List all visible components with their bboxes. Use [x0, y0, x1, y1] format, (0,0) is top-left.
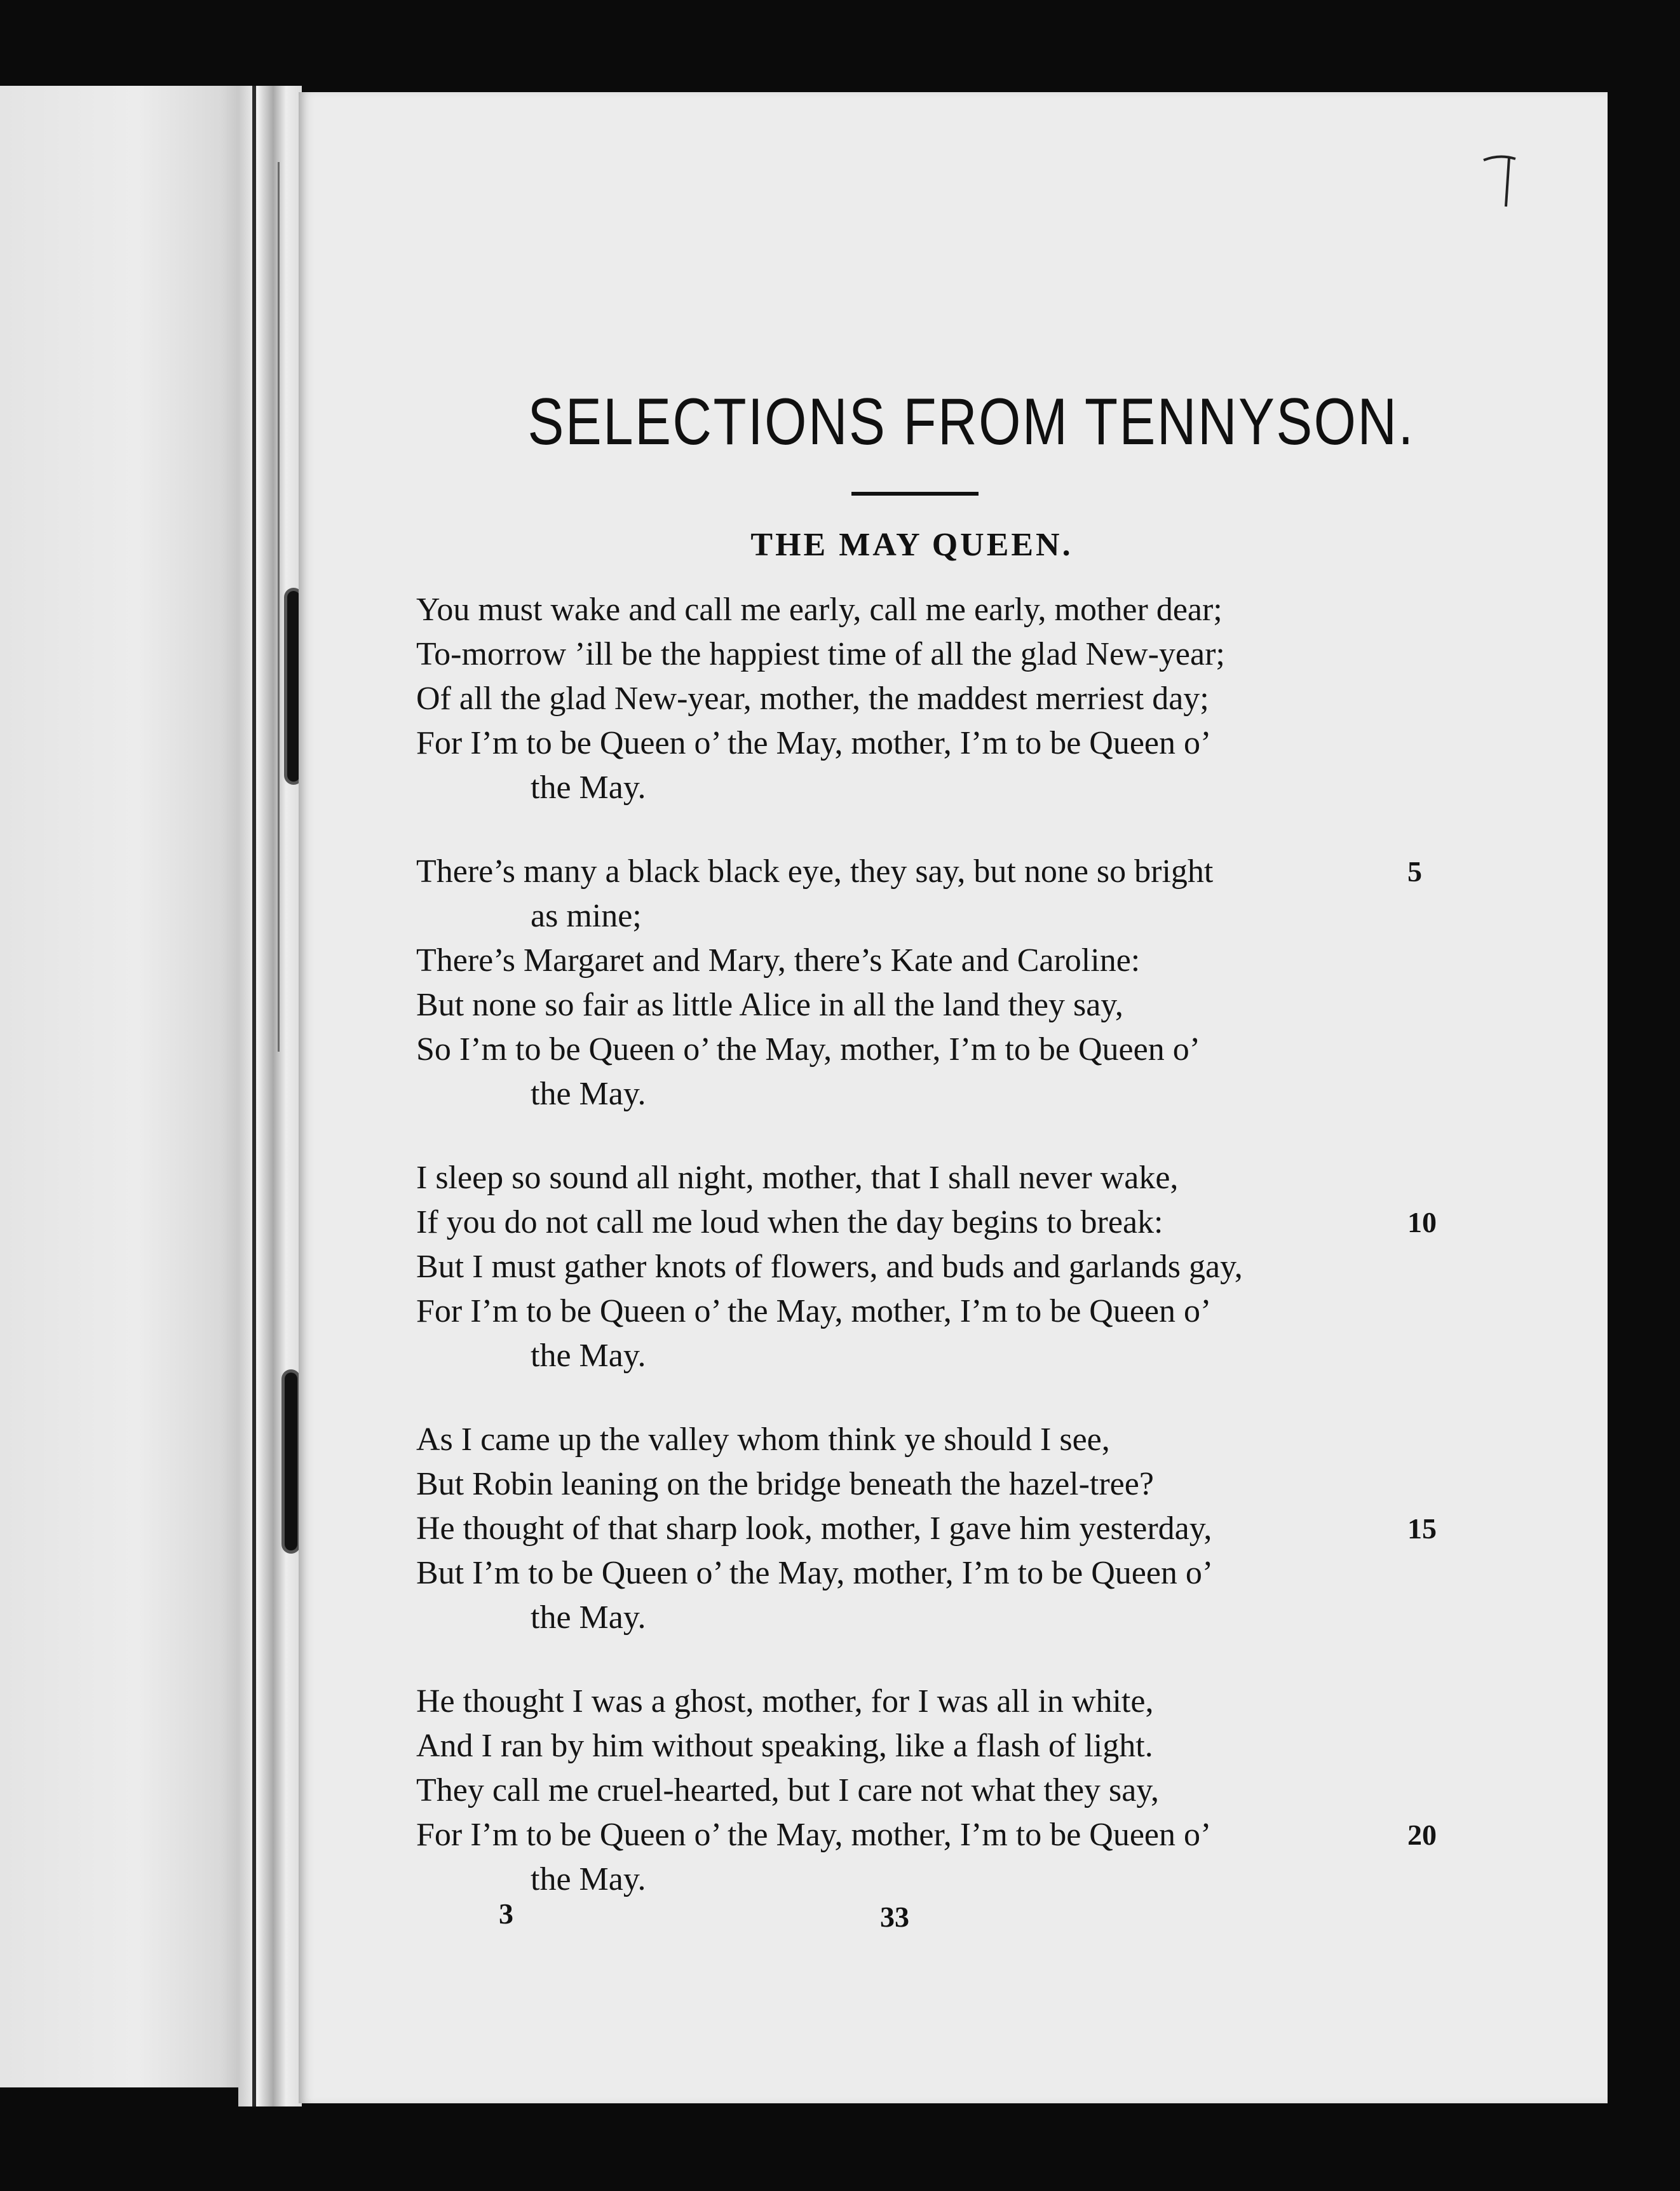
poem-line-text: the May.	[531, 1861, 646, 1897]
poem-line-text: Of all the glad New-year, mother, the maddest merriest day;	[416, 681, 1209, 717]
poem-line-text: For I’m to be Queen o’ the May, mother, I’m to be Queen o’	[416, 1817, 1212, 1853]
gutter-shadow-line	[252, 86, 256, 2106]
poem-line-text: the May.	[531, 1076, 646, 1112]
stanza	[416, 850, 1496, 1116]
signature-mark: 3	[499, 1897, 513, 1930]
poem-line-text: But I must gather knots of flowers, and buds and garlands gay,	[416, 1249, 1243, 1285]
poem-line	[416, 1156, 1496, 1200]
poem-line	[416, 1245, 1496, 1289]
line-number: 5	[1407, 855, 1422, 888]
poem-line	[416, 632, 1496, 677]
page-number: 33	[880, 1901, 909, 1933]
poem-line	[416, 1813, 1496, 1857]
poem-line-text: If you do not call me loud when the day begins to break:	[416, 1204, 1163, 1240]
poem-line-text: And I ran by him without speaking, like a flash of light.	[416, 1728, 1153, 1764]
line-number: 10	[1407, 1206, 1437, 1238]
poem-line-text: He thought I was a ghost, mother, for I was all in white,	[416, 1683, 1154, 1720]
poem-line-text: But Robin leaning on the bridge beneath the hazel-tree?	[416, 1466, 1154, 1502]
stanza	[416, 1418, 1496, 1640]
poem-line-text: There’s Margaret and Mary, there’s Kate and Caroline:	[416, 942, 1141, 979]
poem-line	[416, 1857, 1496, 1902]
poem-line-text: You must wake and call me early, call me early, mother dear;	[416, 592, 1223, 628]
poem-line	[416, 894, 1496, 939]
poem-line	[416, 1200, 1496, 1245]
lower-staple	[285, 1373, 297, 1550]
line-number: 20	[1407, 1819, 1437, 1851]
poem-title: THE MAY QUEEN.	[750, 527, 1073, 563]
poem-line-text: the May.	[531, 1338, 646, 1374]
poem-line	[416, 983, 1496, 1028]
poem-line-text: I sleep so sound all night, mother, that I shall never wake,	[416, 1160, 1179, 1196]
poem-line	[416, 1551, 1496, 1596]
poem-line-text: the May.	[531, 1599, 646, 1636]
stanza	[416, 588, 1496, 810]
heading-rule	[851, 492, 979, 496]
poem-line-text: They call me cruel-hearted, but I care not what they say,	[416, 1772, 1159, 1808]
poem-line-text: As I came up the valley whom think ye should I see,	[416, 1421, 1110, 1458]
line-number: 15	[1407, 1512, 1437, 1545]
poem-line-text: There’s many a black black eye, they say, but none so bright	[416, 853, 1214, 890]
poem-line	[416, 850, 1496, 894]
poem-line-text: For I’m to be Queen o’ the May, mother, I’m to be Queen o’	[416, 725, 1212, 761]
poem-line-text: To-morrow ’ill be the happiest time of all the glad New-year;	[416, 636, 1225, 672]
stanza	[416, 1156, 1496, 1378]
left-page-edge	[0, 86, 251, 2087]
poem-line	[416, 1028, 1496, 1072]
poem-line	[416, 1679, 1496, 1724]
poem-line	[416, 939, 1496, 983]
poem-line	[416, 721, 1496, 766]
poem-line-text: He thought of that sharp look, mother, I gave him yesterday,	[416, 1510, 1212, 1547]
poem-line	[416, 1334, 1496, 1378]
poem-line-text: But I’m to be Queen o’ the May, mother, I’m to be Queen o’	[416, 1555, 1214, 1591]
poem-line	[416, 766, 1496, 810]
poem-line-text: But none so fair as little Alice in all the land they say,	[416, 987, 1123, 1023]
poem-line-text: So I’m to be Queen o’ the May, mother, I’m to be Queen o’	[416, 1031, 1201, 1068]
poem-line	[416, 1289, 1496, 1334]
poem-line-text: as mine;	[531, 898, 642, 934]
poem-line	[416, 1072, 1496, 1116]
poem-line	[416, 1462, 1496, 1507]
poem-line	[416, 677, 1496, 721]
poem-line	[416, 1724, 1496, 1768]
poem-line	[416, 1418, 1496, 1462]
poem-line-text: the May.	[531, 770, 646, 806]
stanza	[416, 1679, 1496, 1902]
poem-line	[416, 1507, 1496, 1551]
poem-line	[416, 588, 1496, 632]
page-heading: SELECTIONS FROM TENNYSON.	[527, 385, 1415, 459]
poem-body	[416, 588, 1496, 1941]
gutter-crease	[278, 162, 280, 1052]
poem-line	[416, 1768, 1496, 1813]
poem-line-text: For I’m to be Queen o’ the May, mother, I’m to be Queen o’	[416, 1293, 1212, 1329]
poem-line	[416, 1596, 1496, 1640]
pencil-mark-icon	[1480, 153, 1525, 210]
upper-staple	[287, 591, 300, 782]
binding-gutter	[238, 86, 302, 2106]
